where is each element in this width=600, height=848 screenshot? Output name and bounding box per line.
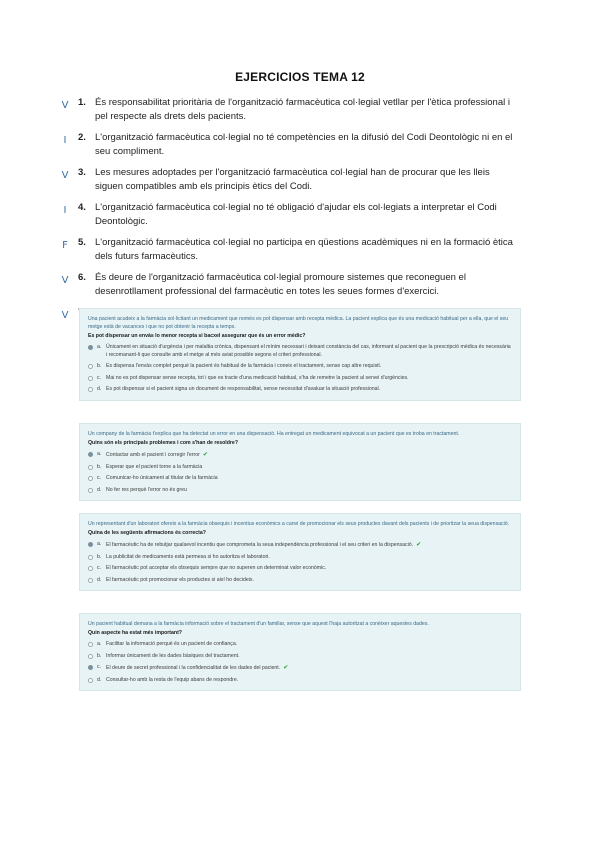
tf-item — [63, 131, 518, 159]
quiz-card — [79, 423, 521, 501]
quiz-context: Una pacient acudeix a la farmàcia sol·licitant un medicament que només es pot dispensar amb recepta mèdica. La pacient explica que és una medicació habitual per a ella, que el seu metge està de vacances i que no pot obtenir la recepta a temps. — [88, 316, 509, 330]
radio-button[interactable] — [88, 555, 93, 560]
handwritten-mark: I — [63, 205, 67, 216]
option-letter: a. — [97, 641, 102, 647]
quiz-option[interactable] — [88, 375, 512, 383]
tf-statement: És responsabilitat prioritària de l'organització farmacèutica col·legial vetllar per l'ètica professional i pel respecte als drets dels pacients. — [95, 97, 510, 122]
tf-statement: L'organització farmacèutica col·legial no participa en qüestions acadèmiques ni en la formació ètica dels futurs farmacèutics. — [95, 237, 513, 262]
radio-button[interactable] — [88, 488, 93, 493]
tf-number: 6. — [78, 272, 86, 283]
quiz-question: Quina de les següents afirmacions és correcta? — [88, 530, 206, 536]
radio-button[interactable] — [88, 665, 93, 670]
quiz-question: Es pot dispensar un envàs lo menor recepta si bacxel assegurar que és un error mèdic? — [88, 333, 306, 339]
check-icon: ✔ — [202, 451, 208, 458]
tf-number: 5. — [78, 237, 86, 248]
option-letter: d. — [97, 486, 102, 493]
quiz-option[interactable] — [88, 677, 512, 685]
quiz-option[interactable] — [88, 541, 512, 550]
option-text: Mai no es pot dispensar sense recepta, tot i que es tracte d'una medicació habitual, s'ha de remetre la pacient al servei d'urgències. — [106, 374, 409, 381]
quiz-option[interactable] — [88, 451, 512, 460]
option-text: Comunicar-ho únicament al titular de la farmàcia — [106, 475, 218, 481]
option-text-content: Contactar amb el pacient i corregir l'error — [106, 452, 200, 458]
quiz-question: Quin aspecte ha estat més important? — [88, 630, 182, 636]
quiz-option[interactable] — [88, 475, 512, 483]
option-letter: b. — [97, 553, 102, 560]
quiz-context: Un representant d'un laboratori ofereix a la farmàcia obsequis i incentius econòmics a canvi de promocionar els seus productes davant dels pacients i de prioritzar la seua dispensació. — [88, 521, 510, 527]
option-letter: c. — [97, 475, 102, 481]
quiz-card — [79, 613, 521, 691]
check-icon: ✔ — [416, 541, 422, 548]
check-icon: ✔ — [283, 664, 289, 671]
option-text: Informar únicament de les dades bàsiques del tractament. — [106, 652, 240, 659]
option-letter: a. — [97, 451, 102, 457]
option-text: No fer res perquè l'error no és greu — [106, 486, 187, 493]
true-false-list — [61, 96, 518, 327]
radio-button[interactable] — [88, 376, 93, 381]
tf-number: 1. — [78, 97, 86, 108]
tf-statement: L'organització farmacèutica col·legial no té competències en la difusió del Codi Deontològic ni en el seu compliment. — [95, 132, 513, 157]
tf-statement: És deure de l'organització farmacèutica col·legial promoure sistemes que reconeguen el desenrotllament professional del farmacèutic en totes les seues formes d'exercici. — [95, 272, 466, 297]
option-text — [106, 451, 512, 460]
option-text: Es pot dispensar si el pacient signa un document de responsabilitat, sense necessitat d'avaluar la situació professional. — [106, 386, 381, 392]
tf-statement: Les mesures adoptades per l'organització farmacèutica col·legial han de procurar que les lleis siguen compatibles amb els principis ètics del Codi. — [95, 167, 490, 192]
radio-button[interactable] — [88, 476, 93, 481]
tf-item — [63, 201, 518, 229]
radio-button[interactable] — [88, 465, 93, 470]
quiz-context: Un pacient habitual demana a la farmàcia informació sobre el tractament d'un familiar, sense que aquest l'haja autoritzat a conèixer aquestes dades. — [88, 621, 429, 627]
option-text — [106, 541, 512, 550]
option-text: El farmacèutic pot promocionar els productes si així ho decideix. — [106, 576, 254, 583]
option-letter: d. — [97, 576, 102, 583]
option-text: Esperar que el pacient torne a la farmàcia — [106, 463, 203, 470]
quiz-card — [79, 308, 521, 401]
tf-number: 4. — [78, 202, 86, 213]
radio-button[interactable] — [88, 542, 93, 547]
option-text: El farmacèutic pot acceptar els obsequis sempre que no superen un determinat valor econòmic. — [106, 565, 327, 571]
radio-button[interactable] — [88, 678, 93, 683]
quiz-option[interactable] — [88, 554, 512, 562]
quiz-context: Un company de la farmàcia t'explica que ha detectat un error en una dispensació. Ha entregat un medicament equivocat a un pacient que es troba en tractament. — [88, 431, 460, 437]
option-letter: c. — [97, 374, 102, 381]
radio-button[interactable] — [88, 452, 93, 457]
handwritten-mark: F — [62, 240, 68, 251]
quiz-card — [79, 513, 521, 591]
page-title: EJERCICIOS TEMA 12 — [235, 70, 365, 84]
tf-statement: L'organització farmacèutica col·legial no té obligació d'ajudar els col·legiats a interpretar el Codi Deontològic. — [95, 202, 497, 227]
option-text: Es dispensa l'envàs complet perquè la pacient és habitual de la farmàcia i coneix el tractament, sense cap altre requisit. — [106, 363, 382, 369]
radio-button[interactable] — [88, 642, 93, 647]
radio-button[interactable] — [88, 566, 93, 571]
option-letter: d. — [97, 676, 102, 683]
radio-button[interactable] — [88, 387, 93, 392]
radio-button[interactable] — [88, 345, 93, 350]
quiz-question: Quins són els principals problemes i com s'han de resoldre? — [88, 440, 238, 446]
option-text: Consultar-ho amb la resta de l'equip abans de respondre. — [106, 676, 239, 683]
radio-button[interactable] — [88, 364, 93, 369]
quiz-option[interactable] — [88, 565, 512, 573]
handwritten-mark: V — [61, 100, 69, 111]
quiz-option[interactable] — [88, 664, 512, 673]
quiz-option[interactable] — [88, 653, 512, 661]
radio-button[interactable] — [88, 578, 93, 583]
handwritten-mark: V — [61, 310, 69, 321]
option-text-content: El deure de secret professional i la confidencialitat de les dades del pacient. — [106, 665, 281, 671]
option-letter: b. — [97, 463, 102, 470]
option-letter: b. — [97, 363, 102, 369]
tf-item — [61, 96, 518, 124]
option-text: La publicitat de medicaments està permesa si ho autoritza el laboratori. — [106, 553, 270, 560]
tf-item — [61, 166, 518, 194]
quiz-option[interactable] — [88, 386, 512, 394]
tf-item — [62, 236, 518, 264]
quiz-option[interactable] — [88, 363, 512, 371]
quiz-option[interactable] — [88, 487, 512, 495]
quiz-option[interactable] — [88, 577, 512, 585]
quiz-option[interactable] — [88, 464, 512, 472]
quiz-option[interactable] — [88, 641, 512, 649]
handwritten-mark: I — [63, 135, 67, 146]
option-text: Facilitar la informació perquè és un pacient de confiança. — [106, 641, 238, 647]
option-letter: d. — [97, 386, 102, 392]
option-letter: c. — [97, 664, 102, 670]
quiz-option[interactable] — [88, 344, 512, 359]
option-letter: a. — [97, 344, 102, 350]
handwritten-mark: V — [61, 170, 69, 181]
option-letter: b. — [97, 652, 102, 659]
option-letter: a. — [97, 541, 102, 547]
radio-button[interactable] — [88, 654, 93, 659]
tf-number: 3. — [78, 167, 86, 178]
handwritten-mark: V — [61, 275, 69, 286]
option-text — [106, 664, 512, 673]
option-text: Únicament en situació d'urgència i per malaltia crònica, dispensant el mínim necessari i deixant constància del cas, informant al pacient que la prescripció mèdica és necessària i recomanant-li que consulte amb el metge al més aviat possible segons el criteri professional. — [106, 344, 511, 358]
tf-item — [61, 271, 518, 299]
tf-number: 2. — [78, 132, 86, 143]
option-text-content: El farmacèutic ha de rebutjar qualsevol incentiu que comprometa la seua independència professional i el seu criteri en la dispensació. — [106, 542, 414, 548]
option-letter: c. — [97, 565, 102, 571]
